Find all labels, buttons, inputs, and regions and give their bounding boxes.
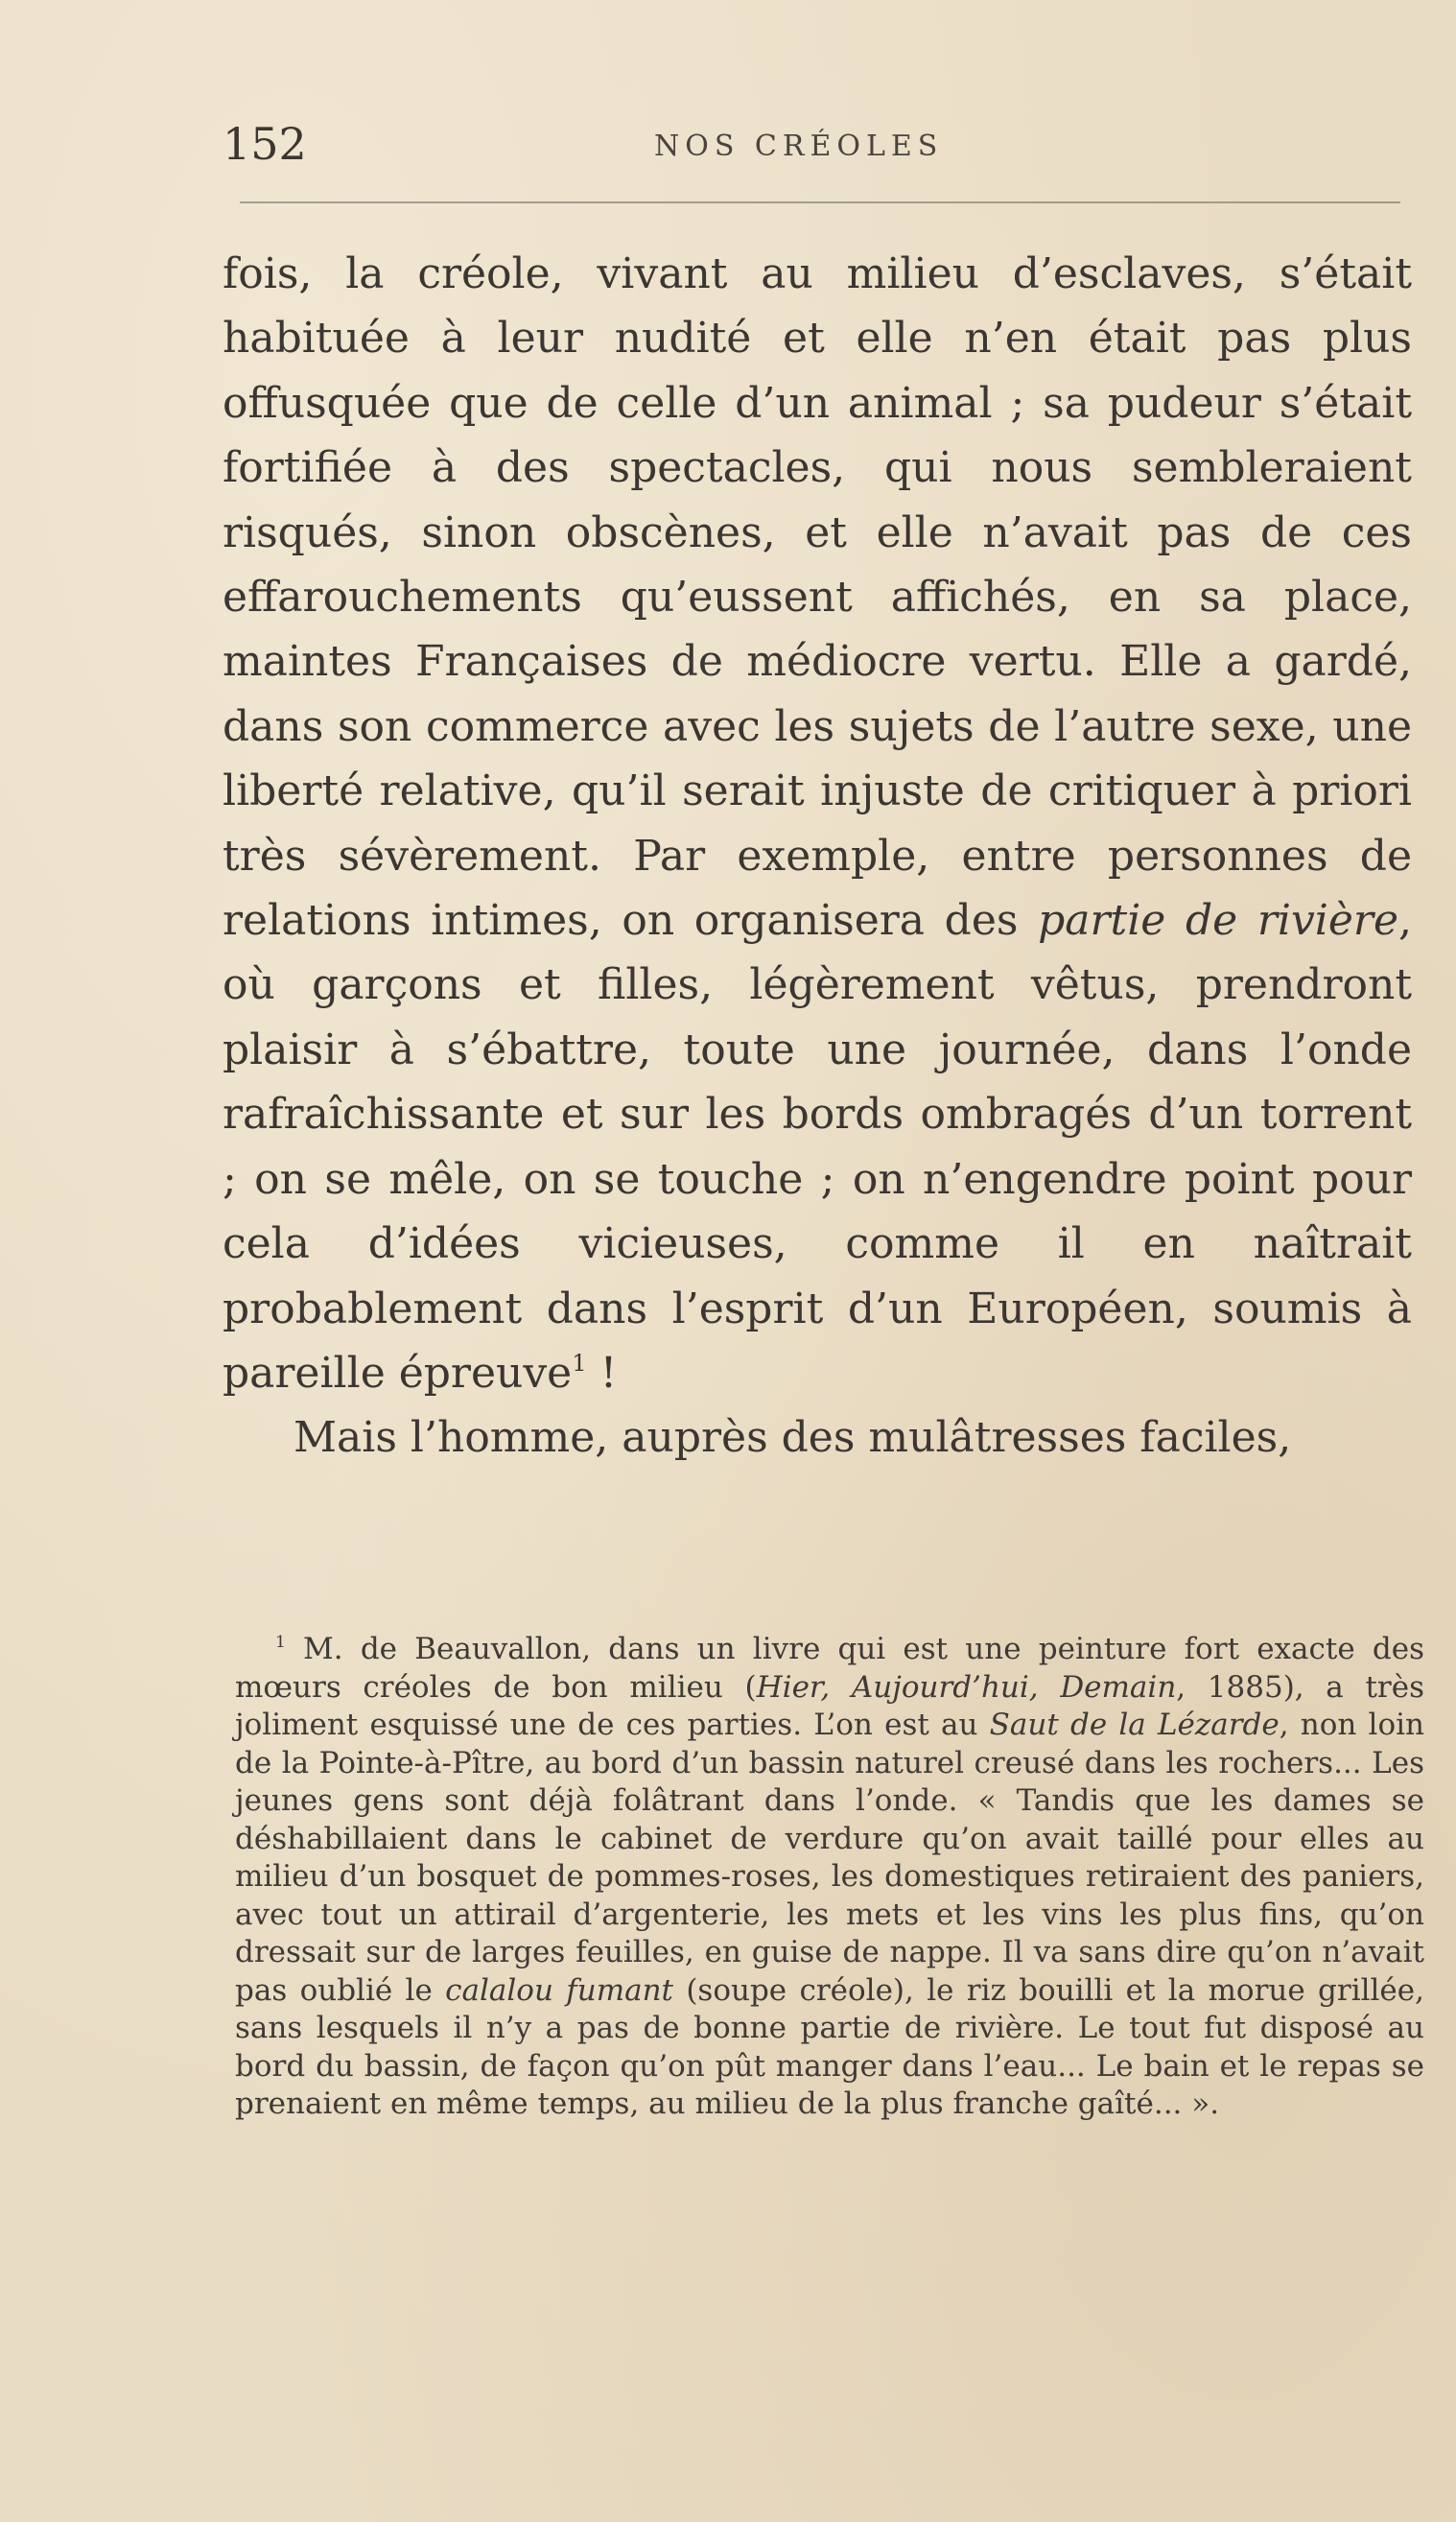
text-run: , où garçons et filles, légèrement vêtus, prendront plaisir à s’ébattre, toute une journée, dans l’onde rafraîchissante et sur les bords ombragés d’un torrent ; on se mêle, on se touche ; on n’engendre point pour cela d’idées vicieuses, comme il en naîtrait probablement dans l’esprit d’un Européen, soumis à pareille épreuve: [223, 896, 1412, 1398]
italic-dish: calalou fumant: [445, 1972, 673, 2008]
footnote-marker: 1: [275, 1633, 286, 1653]
italic-place: Saut de la Lézarde: [989, 1708, 1280, 1742]
italic-phrase: partie de rivière: [1038, 896, 1398, 946]
running-title: NOS CRÉOLES: [654, 130, 944, 163]
text-run: , non loin de la Pointe-à-Pître, au bord d’un bassin naturel creusé dans les rochers... Les jeunes gens sont déjà folâtrant dans l’onde. « Tandis que les dames se déshabillaient dans le cabinet de verdure qu’on avait taillé pour elles au milieu d’un bosquet de pommes-roses, les domestiques retiraient des paniers, avec tout un attirail d’argenterie, les mets et les vins les plus fins, qu’on dressait sur de larges feuilles, en guise de nappe. Il va sans dire qu’on n’avait pas oublié le: [235, 1708, 1424, 2008]
text-run: (soupe créole), le riz bouilli et la morue grillée, sans lesquels il n’y a pas de bonne partie de rivière. Le tout fut disposé au bord du bassin, de façon qu’on pût manger dans l’eau... Le bain et le repas se prenaient en même temps, au milieu de la plus franche gaîté... ».: [235, 1972, 1424, 2121]
text-run: , 1885), a très joliment esquissé une de ces parties. L’on est au: [235, 1669, 1424, 1742]
text-run: !: [586, 1348, 618, 1398]
footnote: [235, 1631, 1424, 2124]
header-rule: [240, 201, 1400, 203]
paragraph: Mais l’homme, auprès des mulâtresses faciles,: [294, 1413, 1292, 1463]
body-text: [223, 242, 1412, 1471]
paragraph: [223, 242, 1412, 1405]
italic-title: Hier, Aujourd’hui, Demain: [756, 1669, 1177, 1705]
text-run: fois, la créole, vivant au milieu d’esclaves, s’était habituée à leur nudité et elle n’en était pas plus offusquée que de celle d’un animal ; sa pudeur s’était fortifiée à des spectacles, qui nous sembleraient risqués, sinon obscènes, et elle n’avait pas de ces effarouchements qu’eussent affichés, en sa place, maintes Françaises de médiocre vertu. Elle a gardé, dans son commerce avec les sujets de l’autre sexe, une liberté relative, qu’il serait injuste de critiquer à priori très sévèrement. Par exemple, entre personnes de relations intimes, on organisera des: [223, 249, 1412, 946]
footnote-paragraph: [235, 1631, 1424, 2124]
running-head: [223, 115, 1412, 182]
footnote-reference: 1: [572, 1349, 587, 1377]
page-number: 152: [223, 118, 307, 170]
text-run: M. de Beauvallon, dans un livre qui est une peinture fort exacte des mœurs créoles de bon milieu (: [235, 1632, 1424, 1705]
